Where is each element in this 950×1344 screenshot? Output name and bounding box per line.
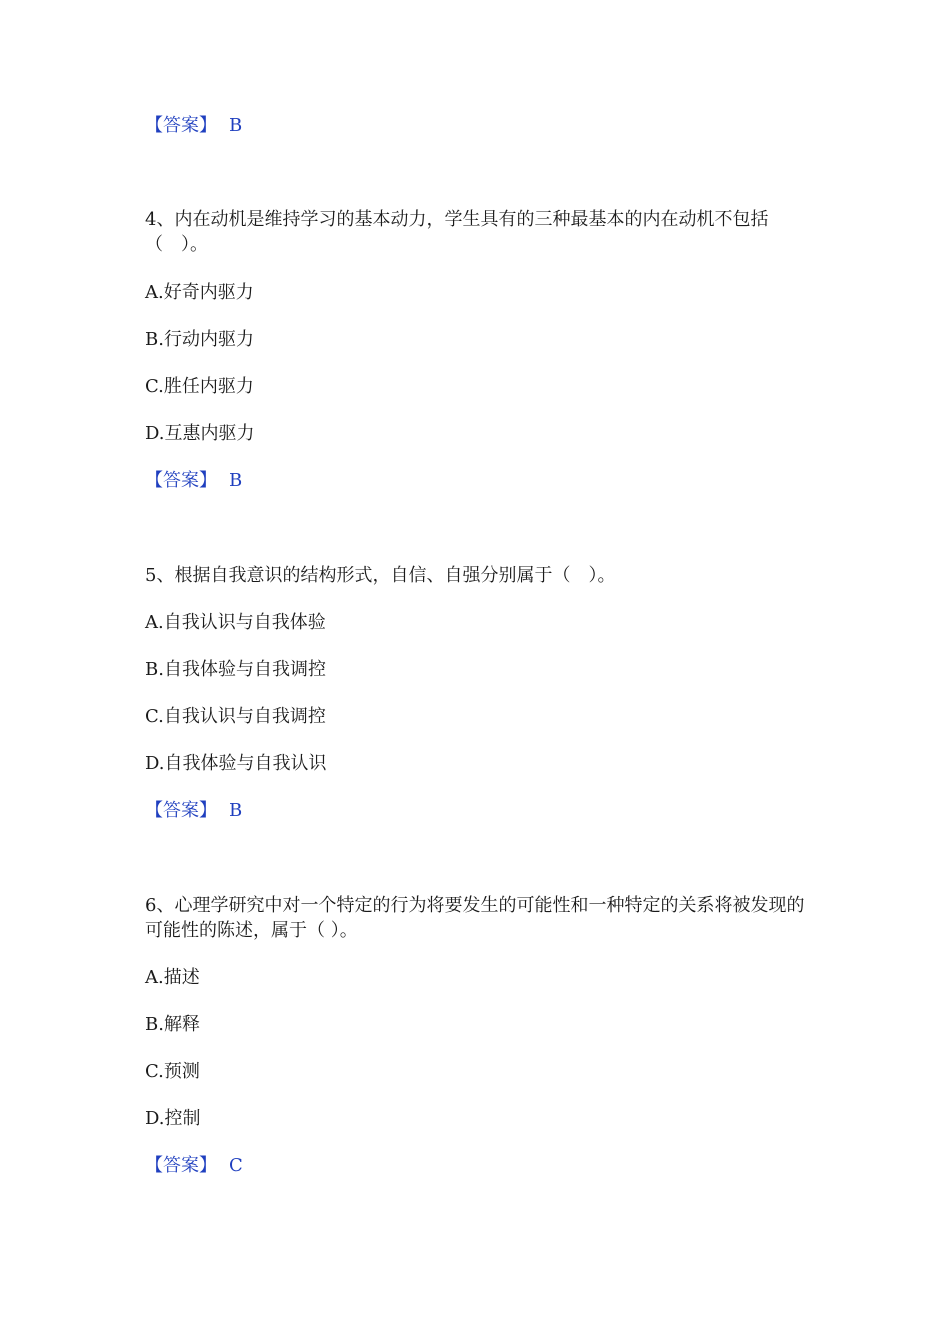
option-a: A.好奇内驱力	[145, 282, 254, 303]
question-stem: 4、内在动机是维持学习的基本动力，学生具有的三种最基本的内在动机不包括（ ）。	[145, 209, 769, 255]
question-stem: 6、心理学研究中对一个特定的行为将要发生的可能性和一种特定的关系将被发现的可能性的陈述，属于（ ）。	[145, 895, 805, 941]
answer-label: 【答案】	[145, 1155, 217, 1176]
answer-label: 【答案】	[145, 800, 217, 821]
option-b: B.行动内驱力	[145, 329, 254, 350]
option-a: A.自我认识与自我体验	[145, 612, 326, 633]
question-stem: 5、根据自我意识的结构形式，自信、自强分别属于（ ）。	[145, 565, 616, 586]
option-b: B.自我体验与自我调控	[145, 659, 326, 680]
option-d: D.互惠内驱力	[145, 423, 255, 444]
answer-line	[145, 798, 242, 824]
answer-line	[145, 113, 242, 139]
answer-value: B	[229, 470, 243, 491]
answer-label: 【答案】	[145, 470, 217, 491]
answer-line	[145, 468, 242, 494]
option-c: C.胜任内驱力	[145, 376, 254, 397]
option-a: A.描述	[145, 967, 200, 988]
option-c: C.预测	[145, 1061, 200, 1082]
answer-value: B	[229, 115, 243, 136]
answer-label: 【答案】	[145, 115, 217, 136]
option-d: D.控制	[145, 1108, 201, 1129]
option-b: B.解释	[145, 1014, 200, 1035]
answer-value: B	[229, 800, 243, 821]
option-d: D.自我体验与自我认识	[145, 753, 327, 774]
answer-line	[145, 1153, 243, 1179]
answer-value: C	[229, 1155, 243, 1176]
option-c: C.自我认识与自我调控	[145, 706, 326, 727]
